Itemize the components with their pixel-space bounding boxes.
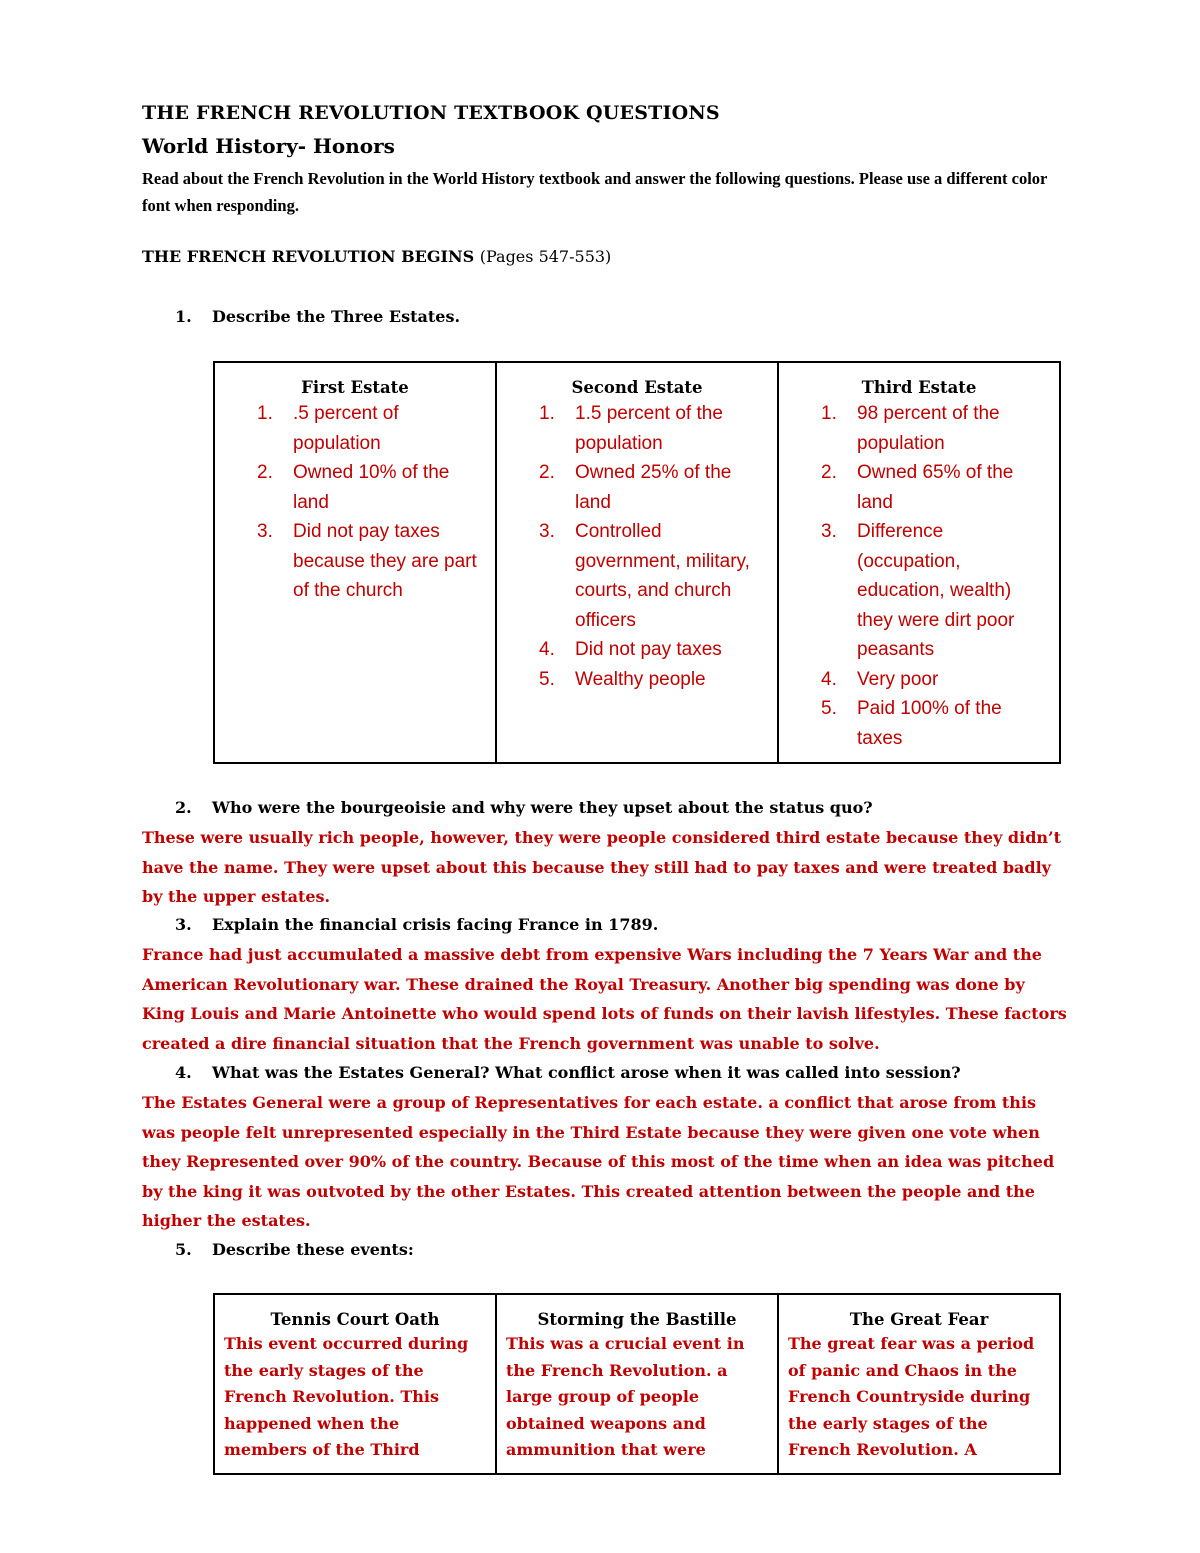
list-item-text: Very poor — [857, 668, 939, 690]
answer-2: These were usually rich people, however, they were people considered third estate because they didn’t have the name. They were upset about this because they still had to pay taxes and were treated badly by the upper estates. — [142, 828, 1061, 906]
event-text: The great fear was a period of panic and Chaos in the French Countryside during the early stages of the French Revolution. A — [788, 1334, 1035, 1459]
instructions: Read about the French Revolution in the World History textbook and answer the following questions. Please use a different color font when responding. — [142, 169, 1048, 215]
estate-list — [215, 399, 495, 606]
question-number: 1. — [175, 307, 192, 326]
question-number: 3. — [175, 915, 192, 934]
list-item-text: Controlled government, military, courts, and church officers — [575, 521, 750, 631]
list-marker: 1. — [539, 403, 555, 424]
list-marker: 4. — [539, 639, 555, 660]
list-item-text: Did not pay taxes because they are part of the church — [293, 521, 477, 601]
list-item-text: Did not pay taxes — [575, 639, 722, 660]
list-item-text: Owned 10% of the land — [293, 462, 450, 513]
estate-cell-first — [214, 362, 496, 763]
estate-heading: Third Estate — [861, 378, 977, 397]
list-item — [257, 458, 495, 517]
list-marker: 2. — [539, 462, 555, 483]
list-item — [821, 694, 1059, 753]
section-heading-text: THE FRENCH REVOLUTION BEGINS — [142, 247, 475, 266]
question-number: 4. — [175, 1063, 192, 1082]
estate-cell-third — [778, 362, 1060, 763]
list-item-text: Difference (occupation, education, wealth) they were dirt poor peasants — [857, 521, 1015, 660]
question-2 — [175, 798, 873, 817]
question-text: Explain the financial crisis facing France in 1789. — [212, 915, 659, 934]
list-marker: 2. — [821, 462, 837, 483]
list-marker: 3. — [539, 521, 555, 542]
list-marker: 4. — [821, 668, 837, 690]
event-text: This was a crucial event in the French Revolution. a large group of people obtained weapons and ammunition that were — [506, 1334, 745, 1459]
question-4 — [175, 1063, 961, 1082]
question-text: Describe these events: — [212, 1240, 414, 1259]
list-marker: 5. — [821, 698, 837, 719]
list-item — [821, 458, 1059, 517]
list-item-text: Owned 25% of the land — [575, 462, 732, 513]
list-marker: 1. — [821, 403, 837, 424]
question-text: Describe the Three Estates. — [212, 307, 461, 326]
list-item — [821, 517, 1059, 665]
section-heading — [142, 247, 611, 266]
event-heading: The Great Fear — [849, 1310, 989, 1329]
document-title: THE FRENCH REVOLUTION TEXTBOOK QUESTIONS — [142, 102, 720, 124]
list-item-text: Owned 65% of the land — [857, 462, 1014, 513]
question-5 — [175, 1240, 414, 1259]
list-marker: 3. — [821, 521, 837, 542]
list-item-text: 98 percent of the population — [857, 403, 1000, 454]
question-number: 2. — [175, 798, 192, 817]
event-heading: Storming the Bastille — [537, 1310, 737, 1329]
question-3 — [175, 915, 658, 934]
events-table — [213, 1293, 1061, 1475]
list-item — [821, 399, 1059, 458]
list-item — [539, 635, 777, 665]
list-item — [257, 517, 495, 606]
list-item — [539, 517, 777, 635]
event-heading: Tennis Court Oath — [270, 1310, 440, 1329]
list-marker: 1. — [257, 403, 273, 424]
list-marker: 3. — [257, 521, 273, 542]
answer-4: The Estates General were a group of Representatives for each estate. a conflict that arose from this was people felt unrepresented especially in the Third Estate because they were given one vote when they Represented over 90% of the country. Because of this most of the time when an idea was pitched by the king it was outvoted by the other Estates. This created attention between the people and the higher the estates. — [142, 1093, 1055, 1230]
question-text: Who were the bourgeoisie and why were they upset about the status quo? — [212, 798, 873, 817]
estate-list — [497, 399, 777, 694]
list-item-text: 1.5 percent of the population — [575, 403, 723, 454]
question-number: 5. — [175, 1240, 192, 1259]
estate-heading: First Estate — [301, 378, 409, 397]
question-text: What was the Estates General? What conflict arose when it was called into session? — [212, 1063, 961, 1082]
list-item — [539, 399, 777, 458]
list-item — [821, 665, 1059, 695]
list-item — [539, 458, 777, 517]
list-item — [257, 399, 495, 458]
estate-cell-second — [496, 362, 778, 763]
estate-heading: Second Estate — [571, 378, 703, 397]
section-pages: (Pages 547-553) — [479, 247, 612, 266]
answer-3: France had just accumulated a massive debt from expensive Wars including the 7 Years War and the American Revolutionary war. These drained the Royal Treasury. Another big spending was done by King Louis and Marie Antoinette who would spend lots of funds on their lavish lifestyles. These factors created a dire financial situation that the French government was unable to solve. — [142, 945, 1067, 1053]
estate-list — [779, 399, 1059, 753]
list-item-text: Paid 100% of the taxes — [857, 698, 1002, 749]
question-1 — [175, 307, 460, 326]
list-marker: 5. — [539, 668, 555, 690]
list-item — [539, 665, 777, 695]
event-cell-tennis-court-oath — [214, 1294, 496, 1474]
list-marker: 2. — [257, 462, 273, 483]
event-text: This event occurred during the early stages of the French Revolution. This happened when the members of the Third — [224, 1334, 469, 1459]
estates-table — [213, 361, 1061, 764]
event-cell-storming-bastille — [496, 1294, 778, 1474]
event-cell-great-fear — [778, 1294, 1060, 1474]
list-item-text: Wealthy people — [575, 668, 706, 690]
course-subtitle: World History- Honors — [142, 134, 395, 158]
list-item-text: .5 percent of population — [293, 403, 399, 454]
